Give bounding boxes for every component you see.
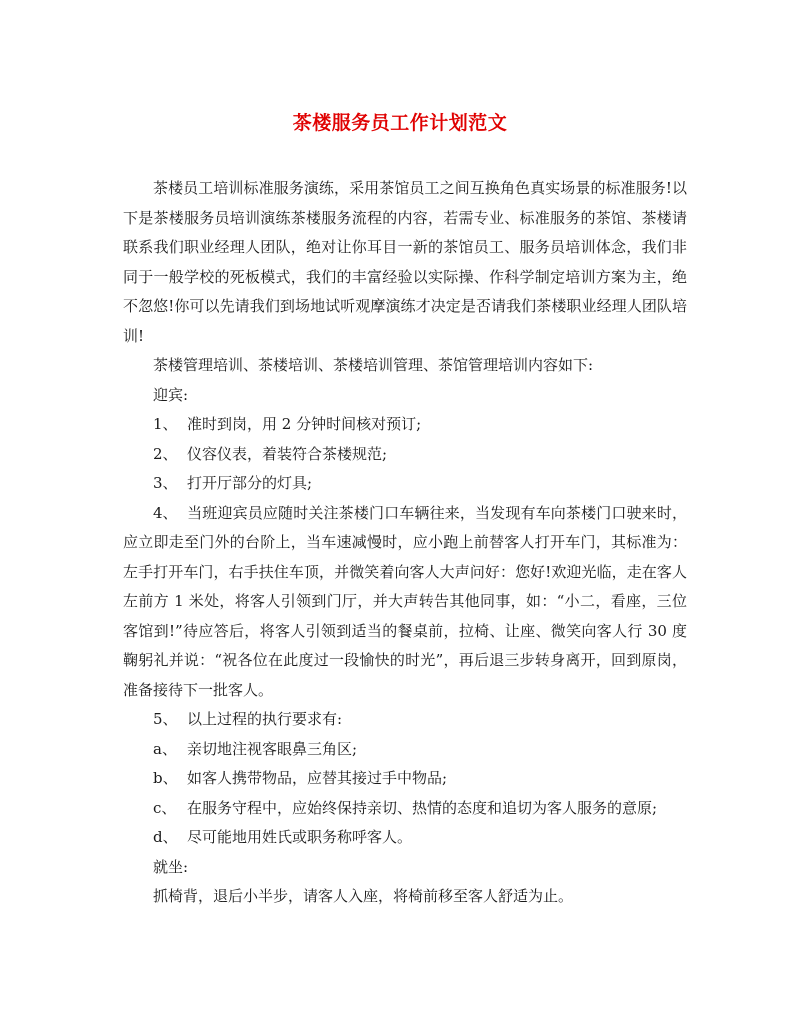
list-item-number: 4、	[153, 503, 178, 522]
sub-list-item-text: 尽可能地用姓氏或职务称呼客人。	[187, 828, 413, 846]
sub-list-item	[123, 764, 687, 794]
sub-list-item	[123, 735, 687, 765]
sub-list-item-letter: c、	[153, 798, 177, 817]
list-item-text: 打开厅部分的灯具;	[187, 474, 313, 492]
section-heading-seating: 就坐:	[153, 857, 189, 876]
intro-paragraph: 茶楼员工培训标准服务演练，采用茶馆员工之间互换角色真实场景的标准服务!以下是茶楼服务员培训演练茶楼服务流程的内容，若需专业、标准服务的茶馆、茶楼请联系我们职业经理人团队，绝对让你耳目一新的茶馆员工、服务员培训体念，我们非同于一般学校的死板模式，我们的丰富经验以实际操、作科学制定培训方案为主，绝不忽悠!你可以先请我们到场地试听观摩演练才决定是否请我们茶楼职业经理人团队培训!	[123, 179, 687, 345]
list-item-text: 当班迎宾员应随时关注茶楼门口车辆往来，当发现有车向茶楼门口驶来时，应立即走至门外的台阶上，当车速减慢时，应小跑上前替客人打开车门，其标准为：左手打开车门，右手扶住车顶，并微笑着向客人大声问好：您好!欢迎光临，走在客人左前方 1 米处，将客人引领到门厅，并大声转告其他同事，如：“小二，看座，三位客馆到!”待应答后，将客人引领到适当的餐桌前，拉椅、让座、微笑向客人行 30 度鞠躬礼并说：“祝各位在此度过一段愉快的时光”，再后退三步转身离开，回到原岗，准备接待下一批客人。	[123, 503, 687, 699]
list-item-number: 2、	[153, 444, 178, 463]
sub-list-item	[123, 823, 687, 853]
sub-list-item-letter: d、	[153, 828, 178, 846]
list-item-text: 以上过程的执行要求有:	[187, 710, 343, 728]
document-title: 茶楼服务员工作计划范文	[292, 112, 508, 134]
sub-list-item-text: 在服务守程中，应始终保持亲切、热情的态度和追切为客人服务的意原;	[187, 798, 658, 817]
sub-list-item-letter: a、	[153, 739, 177, 758]
sub-list-item-letter: b、	[153, 769, 178, 787]
seating-paragraph: 抓椅背，退后小半步，请客人入座，将椅前移至客人舒适为止。	[153, 887, 574, 905]
list-item	[123, 469, 687, 499]
list-item	[123, 499, 687, 706]
list-item	[123, 705, 687, 735]
sub-list-item	[123, 794, 687, 824]
list-item-number: 1、	[153, 415, 178, 433]
sub-list-item-text: 亲切地注视客眼鼻三角区;	[187, 739, 358, 758]
list-item-text: 仪容仪表，着装符合茶楼规范;	[187, 444, 388, 463]
list-item-number: 5、	[153, 710, 178, 728]
list-item	[123, 410, 687, 440]
list-item-number: 3、	[153, 474, 178, 492]
document-body	[123, 174, 687, 912]
list-item-text: 准时到岗，用 2 分钟时间核对预订;	[187, 415, 422, 433]
sub-list-item-text: 如客人携带物品，应替其接过手中物品;	[187, 769, 448, 787]
contents-line: 茶楼管理培训、茶楼培训、茶楼培训管理、茶馆管理培训内容如下:	[153, 356, 594, 374]
list-item	[123, 440, 687, 470]
section-heading-welcome: 迎宾:	[153, 385, 189, 404]
